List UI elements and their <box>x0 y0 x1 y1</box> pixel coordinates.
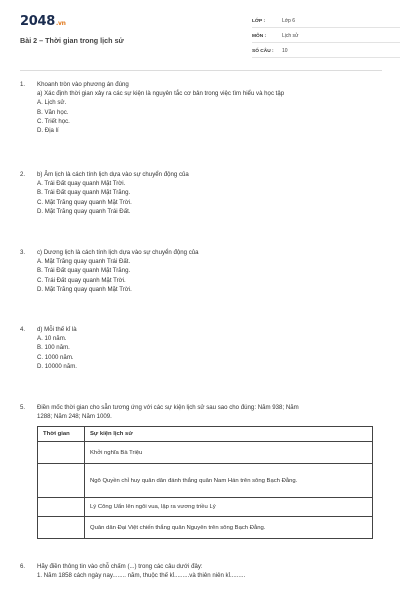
event-cell: Lý Công Uẩn lên ngôi vua, lập ra vương triều Lý <box>85 498 373 517</box>
answer-option[interactable]: B. Văn học. <box>37 108 69 116</box>
meta-row-class <box>252 15 400 28</box>
question-5 <box>20 403 370 421</box>
answer-option[interactable]: C. Mặt Trăng quay quanh Mặt Trời. <box>37 198 132 206</box>
question-6 <box>20 562 370 580</box>
answer-option[interactable]: D. Mặt Trăng quay quanh Trái Đất. <box>37 207 131 215</box>
answer-option[interactable]: B. Trái Đất quay quanh Mặt Trăng. <box>37 267 131 275</box>
logo-text: 2048 <box>20 14 55 29</box>
time-cell[interactable] <box>38 498 85 517</box>
meta-label: LỚP : <box>252 18 266 24</box>
event-cell: Quân dân Đại Việt chiến thắng quân Nguyên trên sông Bạch Đằng. <box>85 517 373 539</box>
question-text: b) Âm lịch là cách tính lịch dựa vào sự chuyển động của <box>37 171 189 178</box>
meta-info <box>252 15 400 60</box>
time-cell[interactable] <box>38 517 85 539</box>
question-number: 5. <box>20 404 26 411</box>
question-1 <box>20 80 370 135</box>
question-text: d) Mỗi thế kỉ là <box>37 326 77 333</box>
page-header <box>20 14 382 64</box>
events-table <box>37 426 373 539</box>
time-cell[interactable] <box>38 464 85 498</box>
question-number: 6. <box>20 563 26 570</box>
table-row <box>38 464 373 498</box>
table-row <box>38 498 373 517</box>
question-text: 1288; Năm 248; Năm 1009. <box>37 413 112 421</box>
question-text: a) Xác định thời gian xảy ra các sự kiện là nguyên tắc cơ bản trong việc tìm hiểu và học tập <box>37 90 285 98</box>
question-number: 3. <box>20 249 26 256</box>
answer-option[interactable]: A. Lịch sử. <box>37 99 67 107</box>
meta-row-subject <box>252 30 400 43</box>
answer-option[interactable]: A. Trái Đất quay quanh Mặt Trời. <box>37 180 126 188</box>
event-cell: Ngô Quyền chỉ huy quân dân đánh thắng quân Nam Hán trên sông Bạch Đằng. <box>85 464 373 498</box>
answer-option[interactable]: D. 10000 năm. <box>37 362 77 370</box>
question-number: 2. <box>20 171 26 178</box>
question-number: 4. <box>20 326 26 333</box>
answer-option[interactable]: C. 1000 năm. <box>37 353 74 361</box>
answer-option[interactable]: B. Trái Đất quay quanh Mặt Trăng. <box>37 189 131 197</box>
column-header-event: Sự kiện lịch sử <box>85 427 373 442</box>
question-instruction: Khoanh tròn vào phương án đúng <box>37 81 129 88</box>
answer-option[interactable]: B. 100 năm. <box>37 344 70 352</box>
question-text: Điền mốc thời gian cho sẵn tương ứng với các sự kiện lịch sử sau sao cho đúng: Năm 938; Năm <box>37 404 299 411</box>
answer-option[interactable]: A. Mặt Trăng quay quanh Trái Đất. <box>37 258 131 266</box>
answer-option[interactable]: D. Mặt Trăng quay quanh Mặt Trời. <box>37 285 132 293</box>
question-3 <box>20 248 370 294</box>
table-header-row <box>38 427 373 442</box>
answer-option[interactable]: C. Trái Đất quay quanh Mặt Trời. <box>37 276 126 284</box>
meta-value: Lớp 6 <box>282 18 296 24</box>
site-logo[interactable] <box>20 14 66 29</box>
fill-in-blank[interactable]: 1. Năm 1858 cách ngày nay........ năm, thuộc thế kỉ.........và thiên niên kỉ......... <box>37 572 246 580</box>
answer-option[interactable]: A. 10 năm. <box>37 335 67 343</box>
table-row <box>38 517 373 539</box>
meta-value: 10 <box>282 48 288 54</box>
meta-label: MÔN : <box>252 33 267 39</box>
question-4 <box>20 325 370 371</box>
meta-row-count <box>252 45 400 58</box>
question-2 <box>20 170 370 216</box>
question-text: Hãy điền thông tin vào chỗ chấm (...) trong các câu dưới đây: <box>37 563 203 570</box>
meta-value: Lịch sử <box>282 33 299 39</box>
question-text: c) Dương lịch là cách tính lịch dựa vào sự chuyển động của <box>37 249 199 256</box>
answer-option[interactable]: C. Triết học. <box>37 117 70 125</box>
time-cell[interactable] <box>38 442 85 464</box>
table-row <box>38 442 373 464</box>
header-divider <box>20 70 382 71</box>
column-header-time: Thời gian <box>38 427 85 442</box>
event-cell: Khởi nghĩa Bà Triệu <box>85 442 373 464</box>
meta-label: SỐ CÂU : <box>252 48 274 54</box>
logo-suffix: .vn <box>55 20 66 27</box>
question-number: 1. <box>20 81 26 88</box>
answer-option[interactable]: D. Địa lí <box>37 127 59 135</box>
page-title: Bài 2 – Thời gian trong lịch sử <box>20 36 124 45</box>
